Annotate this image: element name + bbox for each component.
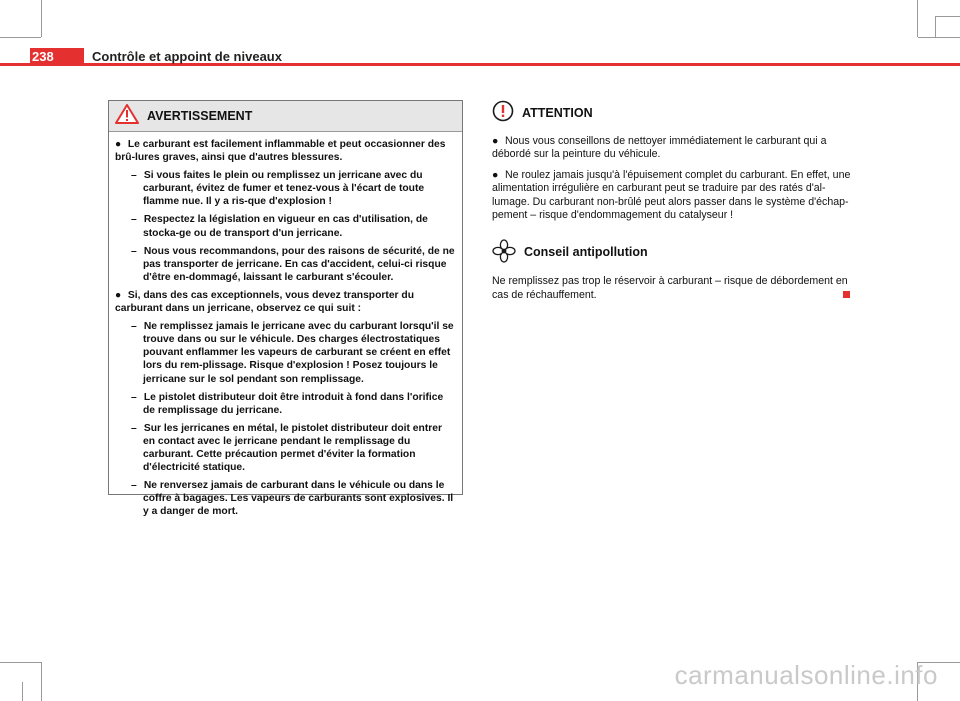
- warning-box: [108, 100, 463, 518]
- warning-bullet-item: ● Si, dans des cas exceptionnels, vous devez transporter du carburant dans un jerricane, observez ce qui suit :: [115, 289, 414, 315]
- attention-exclamation-icon: [492, 100, 514, 127]
- crop-mark: [918, 37, 960, 38]
- crop-mark: [41, 662, 42, 701]
- crop-mark: [0, 37, 41, 38]
- crop-mark: [41, 0, 42, 37]
- attention-header: [492, 100, 852, 127]
- bullet-icon: ●: [115, 139, 122, 150]
- warning-sub-item: – Nous vous recommandons, pour des raisons de sécurité, de ne pas transporter de jerricane. En cas d'accident, celui-ci risque d'être en-dommagé, laissant le carburant s'écouler.: [131, 245, 455, 283]
- crop-mark: [22, 682, 23, 701]
- bullet-icon: ●: [492, 134, 499, 147]
- warning-body: [109, 132, 462, 518]
- attention-title: ATTENTION: [522, 105, 593, 120]
- warning-triangle-icon: [115, 104, 139, 129]
- warning-title: AVERTISSEMENT: [147, 109, 253, 123]
- warning-sub-item: – Le pistolet distributeur doit être introduit à fond dans l'orifice de remplissage du jerricane.: [131, 391, 444, 416]
- page-title: Contrôle et appoint de niveaux: [92, 49, 282, 64]
- bullet-icon: ●: [115, 289, 122, 301]
- dash-icon: –: [131, 391, 137, 403]
- end-of-section-mark: [843, 291, 850, 298]
- crop-mark: [917, 0, 918, 37]
- crop-mark: [935, 16, 960, 17]
- eco-flower-icon: [492, 239, 516, 268]
- warning-bullet-item: ● Le carburant est facilement inflammable et peut occasionner des brû-lures graves, ainsi que d'autres blessures.: [115, 139, 446, 164]
- dash-icon: –: [131, 480, 137, 492]
- dash-icon: –: [131, 422, 137, 434]
- eco-header: [492, 239, 852, 268]
- crop-mark: [0, 662, 41, 663]
- dash-icon: –: [131, 214, 137, 226]
- watermark: carmanualsonline.info: [674, 660, 938, 690]
- attention-item: ● Nous vous conseillons de nettoyer immédiatement le carburant qui a débordé sur la peinture du véhicule.: [492, 134, 827, 160]
- warning-header: [109, 101, 462, 132]
- page-number: 238: [30, 48, 84, 66]
- warning-sub-item: – Ne remplissez jamais le jerricane avec du carburant lorsqu'il se trouve dans ou sur le véhicule. Des charges électrostatiques pouvant enflammer les vapeurs de carburant se créent en effet lors du rem-plissage. Risque d'explosion ! Posez toujours le jerricane sur le sol pendant son remplissage.: [131, 321, 454, 385]
- eco-text: Ne remplissez pas trop le réservoir à carburant – risque de débordement en cas de réchauffement.: [492, 275, 848, 301]
- dash-icon: –: [131, 170, 137, 182]
- eco-title: Conseil antipollution: [524, 245, 648, 259]
- warning-sub-item: – Ne renversez jamais de carburant dans le véhicule ou dans le coffre à bagages. Les vapeurs de carburants sont explosives. Il y a danger de mort.: [131, 480, 454, 518]
- warning-sub-item: – Respectez la législation en vigueur en cas d'utilisation, de stocka-ge ou de transport d'un jerricane.: [131, 214, 428, 239]
- bullet-icon: ●: [492, 168, 499, 181]
- attention-item: ● Ne roulez jamais jusqu'à l'épuisement complet du carburant. En effet, une alimentation irrégulière en carburant peut se traduire par des ratés d'al-lumage. Du carburant non-brûlé peut alors passer dans le système d'échap-pement – risque d'endommagement du catalyseur !: [492, 168, 851, 221]
- warning-sub-item: – Si vous faites le plein ou remplissez un jerricane avec du carburant, évitez de fumer et tenez-vous à l'écart de toute flamme nue. Il y a ris-que d'explosion !: [131, 170, 425, 208]
- dash-icon: –: [131, 321, 137, 333]
- right-column: [492, 100, 852, 309]
- crop-mark: [935, 16, 936, 37]
- warning-sub-item: – Sur les jerricanes en métal, le pistolet distributeur doit entrer en contact avec le jerricane pendant le remplissage du carburant. Cette précaution permet d'éviter la formation d'électricité statique.: [131, 422, 442, 474]
- dash-icon: –: [131, 245, 137, 257]
